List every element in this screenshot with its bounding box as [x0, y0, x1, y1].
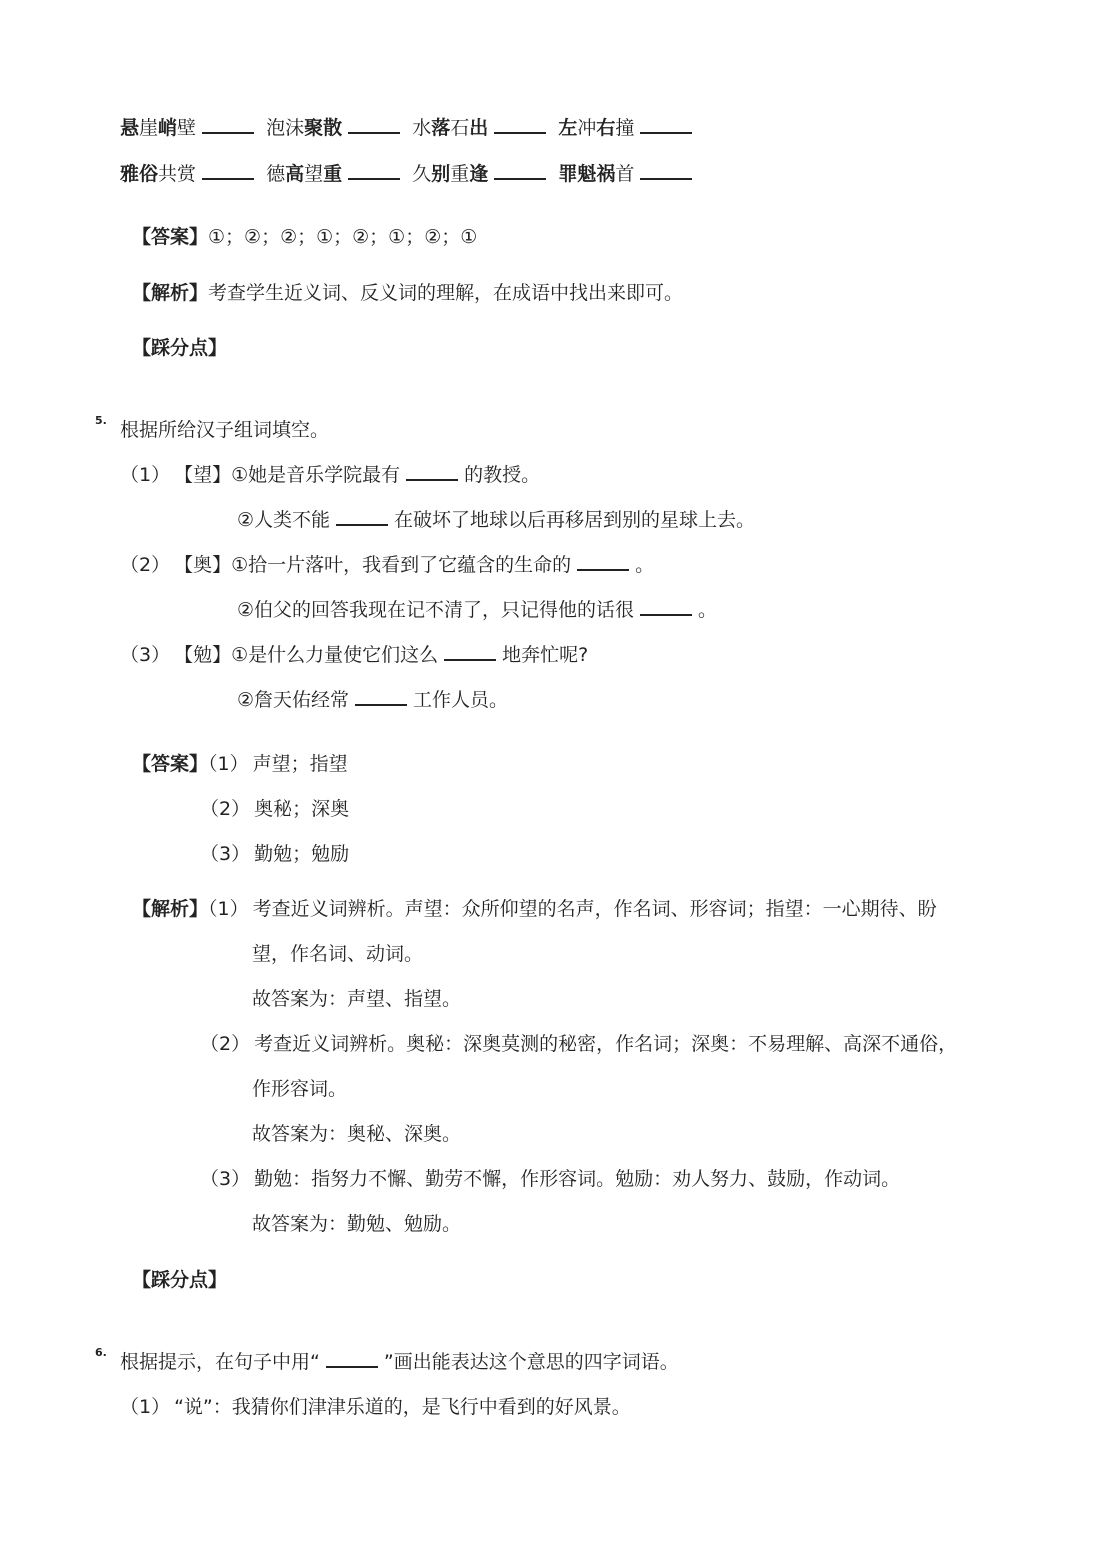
q4-points-label: 【踩分点】	[132, 337, 228, 359]
item-char: 【勉】	[174, 644, 232, 666]
q5-item-1-line-1: （1） 【望】①她是音乐学院最有 的教授。	[120, 464, 541, 486]
answer-blank[interactable]	[640, 162, 692, 180]
idiom: 水落石出	[412, 117, 489, 139]
q5-item-3-line-1: （3） 【勉】①是什么力量使它们这么 地奔忙呢?	[120, 644, 589, 666]
idiom: 罪魁祸首	[558, 163, 635, 185]
idiom: 悬崖峭壁	[120, 117, 197, 139]
q5-analysis-2-line-3: 故答案为：奥秘、深奥。	[252, 1123, 462, 1145]
question-number: 6.	[95, 1346, 107, 1359]
q4-analysis	[132, 281, 683, 305]
item-char: 【奥】	[174, 554, 232, 576]
answer-blank[interactable]	[577, 553, 629, 571]
answer-blank[interactable]	[640, 598, 692, 616]
answer-blank[interactable]	[355, 688, 407, 706]
q4-answer	[132, 225, 477, 249]
idiom: 德高望重	[266, 163, 343, 185]
q5-analysis-3-line-2: 故答案为：勤勉、勉励。	[252, 1213, 462, 1235]
item-number: （3）	[120, 644, 171, 666]
q5-analysis-3-line-1: （3） 勤勉：指努力不懈、勤劳不懈，作形容词。勉励：劝人努力、鼓励，作动词。	[200, 1168, 901, 1190]
answer-blank[interactable]	[406, 463, 458, 481]
q5-analysis-1-line-1: 【解析】（1） 考查近义词辨析。声望：众所仰望的名声，作名词、形容词；指望：一心期待、盼	[132, 898, 937, 920]
q5-item-2-line-2: ②伯父的回答我现在记不清了，只记得他的话很 。	[237, 599, 718, 621]
question-prompt: 根据提示，在句子中用“ ”画出能表达这个意思的四字词语。	[120, 1351, 679, 1373]
idiom-row-1	[120, 116, 698, 140]
item-number: （2）	[120, 554, 171, 576]
analysis-label: 【解析】	[132, 898, 209, 920]
q5-analysis-2-line-2: 作形容词。	[252, 1078, 348, 1100]
q5-points-label: 【踩分点】	[132, 1269, 228, 1291]
q5-answer-2: （2） 奥秘；深奥	[200, 798, 350, 820]
idiom: 泡沫聚散	[266, 117, 343, 139]
idiom: 雅俗共赏	[120, 163, 197, 185]
answer-label: 【答案】	[132, 226, 209, 248]
item-number: （1）	[120, 464, 171, 486]
answer-blank[interactable]	[494, 116, 546, 134]
q5-item-3-line-2: ②詹天佑经常 工作人员。	[237, 689, 509, 711]
answer-blank[interactable]	[494, 162, 546, 180]
answer-blank[interactable]	[202, 162, 254, 180]
answer-blank[interactable]	[348, 116, 400, 134]
idiom: 久别重逢	[412, 163, 489, 185]
analysis-label: 【解析】	[132, 282, 209, 304]
q6-item-1: （1） “说”：我猜你们津津乐道的，是飞行中看到的好风景。	[120, 1396, 631, 1418]
answer-blank[interactable]	[348, 162, 400, 180]
item-number: （1）	[120, 1396, 171, 1418]
underline-sample	[326, 1350, 378, 1368]
answer-label: 【答案】	[132, 753, 209, 775]
idiom-row-2	[120, 162, 698, 186]
q5-item-2-line-1: （2） 【奥】①拾一片落叶，我看到了它蕴含的生命的 。	[120, 554, 655, 576]
q5-analysis-1-line-3: 故答案为：声望、指望。	[252, 988, 462, 1010]
answer-blank[interactable]	[202, 116, 254, 134]
question-number: 5.	[95, 414, 107, 427]
q5-answer-3: （3） 勤勉；勉励	[200, 843, 350, 865]
q5-analysis-1-line-2: 望，作名词、动词。	[252, 943, 424, 965]
answer-blank[interactable]	[336, 508, 388, 526]
q5-answer-1: 【答案】（1） 声望；指望	[132, 753, 348, 775]
idiom: 左冲右撞	[558, 117, 635, 139]
question-prompt: 根据所给汉子组词填空。	[120, 419, 330, 441]
analysis-text: 考查学生近义词、反义词的理解，在成语中找出来即可。	[208, 282, 684, 304]
item-char: 【望】	[174, 464, 232, 486]
answer-blank[interactable]	[444, 643, 496, 661]
q5-item-1-line-2: ②人类不能 在破坏了地球以后再移居到别的星球上去。	[237, 509, 756, 531]
q5-analysis-2-line-1: （2） 考查近义词辨析。奥秘：深奥莫测的秘密，作名词；深奥：不易理解、高深不通俗，	[200, 1033, 958, 1055]
answer-blank[interactable]	[640, 116, 692, 134]
answer-text: ①；②；②；①；②；①；②；①	[208, 226, 478, 248]
